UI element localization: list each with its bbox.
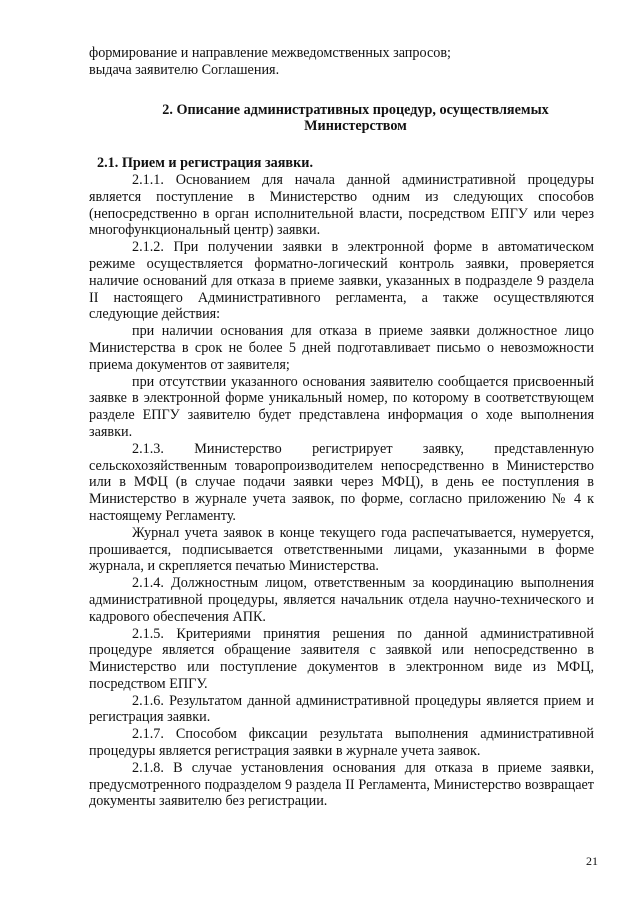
subsection-title: 2.1. Прием и регистрация заявки.	[97, 155, 313, 172]
paragraph: 2.1.6. Результатом данной административной процедуры является прием и регистрация заявки.	[89, 692, 594, 726]
page-number: 21	[586, 854, 598, 868]
paragraph: 2.1.1. Основанием для начала данной административной процедуры является поступление в Министерство одним из следующих способов (непосредственно в орган исполнительной власти, посредством ЕПГУ или через многофункциональный центр) заявки.	[89, 171, 594, 239]
paragraph: 2.1.8. В случае установления основания для отказа в приеме заявки, предусмотренного подразделом 9 раздела II Регламента, Министерство возвращает документы заявителю без регистрации.	[89, 759, 594, 810]
paragraph: 2.1.3. Министерство регистрирует заявку, представленную сельскохозяйственным товаропроизводителем непосредственно в Министерство или в МФЦ (в случае подачи заявки через МФЦ), в день ее поступления в Министерство в журнале учета заявок, по форме, согласно приложению № 4 к настоящему Регламенту.	[89, 440, 594, 524]
intro-line: выдача заявителю Соглашения.	[89, 61, 280, 78]
paragraph: 2.1.7. Способом фиксации результата выполнения административной процедуры является регистрация заявки в журнале учета заявок.	[89, 726, 594, 760]
paragraph: 2.1.2. При получении заявки в электронной форме в автоматическом режиме осуществляется форматно-логический контроль заявки, проверяется наличие оснований для отказа в приеме заявки, указанных в подразделе 9 раздела II настоящего Административного регламента, а также осуществляются следующие действия:	[89, 239, 594, 323]
paragraph: Журнал учета заявок в конце текущего года распечатывается, нумеруется, прошивается, подписывается ответственными лицами, указанными в форме журнала, и скрепляется печатью Министерства.	[89, 524, 594, 575]
page-content	[89, 45, 594, 810]
paragraph: 2.1.5. Критериями принятия решения по данной административной процедуре является обращение заявителя с заявкой или непосредственно в Министерство или поступление документов в электронном виде из МФЦ, посредством ЕПГУ.	[89, 625, 594, 692]
paragraph: при отсутствии указанного основания заявителю сообщается присвоенный заявке в электронной форме уникальный номер, по которому в соответствующем разделе ЕПГУ заявителю будет представлена информация о ходе выполнения заявки.	[89, 373, 594, 440]
paragraph: при наличии основания для отказа в приеме заявки должностное лицо Министерства в срок не более 5 дней подготавливает письмо о невозможности приема документов от заявителя;	[89, 323, 594, 373]
paragraph: 2.1.4. Должностным лицом, ответственным за координацию выполнения административной процедуры, является начальник отдела научно-технического и кадрового обеспечения АПК.	[89, 575, 594, 625]
section-title: 2. Описание административных процедур, осуществляемых Министерством	[162, 101, 549, 135]
intro-line: формирование и направление межведомственных запросов;	[89, 45, 451, 61]
